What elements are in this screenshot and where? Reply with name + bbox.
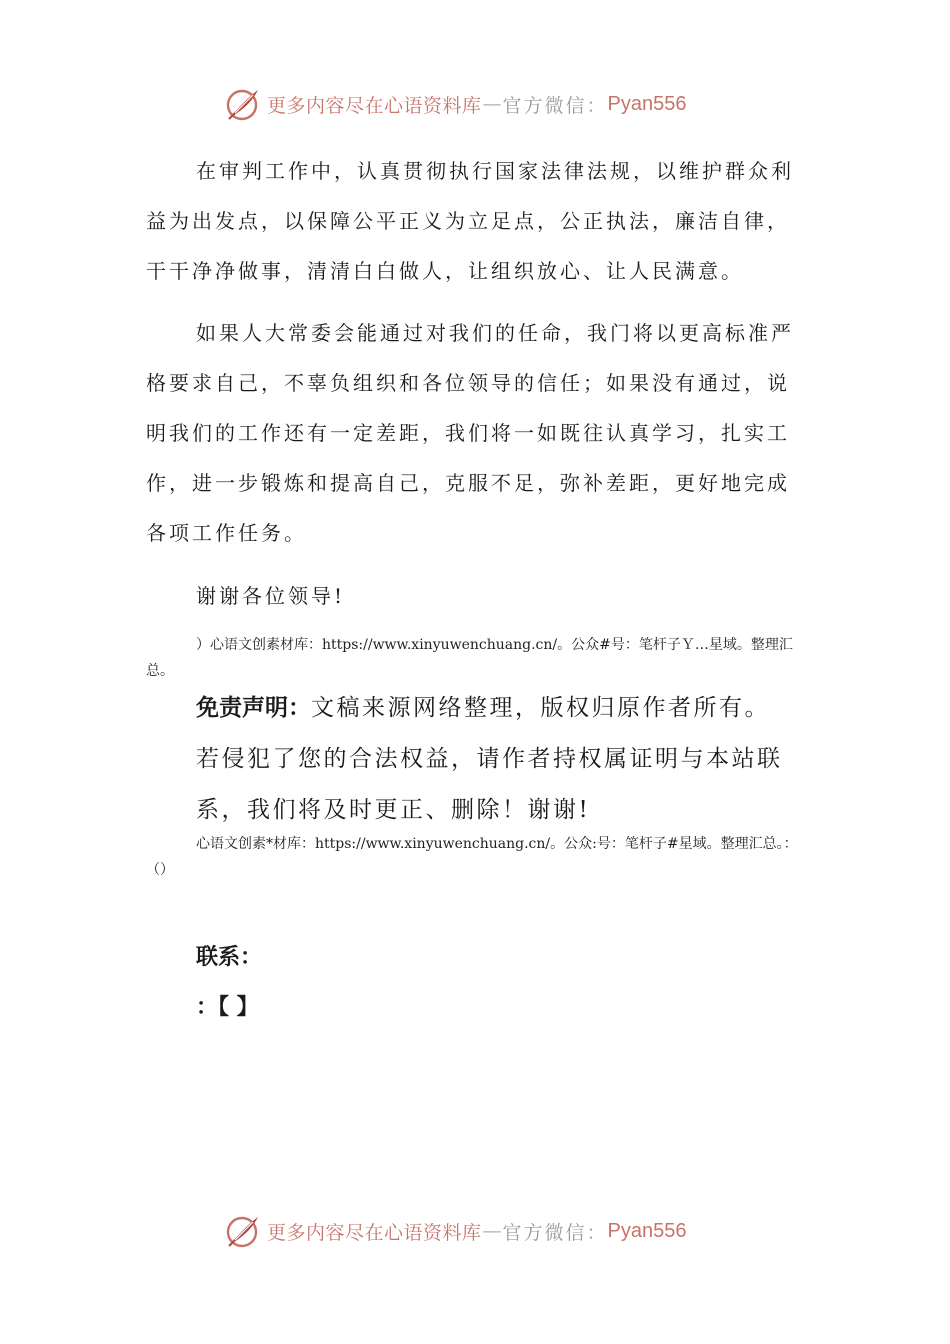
- footer-banner: [225, 1209, 745, 1253]
- banner-title: 更多内容尽在心语资料库: [267, 1221, 482, 1244]
- disclaimer-block: [146, 683, 810, 836]
- contact-bracket: ：【 】: [196, 995, 259, 1020]
- quill-pen-logo-icon: [225, 1213, 261, 1249]
- thanks-line: 谢谢各位领导!: [196, 584, 346, 608]
- disclaimer-line-1: 文稿来源网络整理，版权归原作者所有。: [311, 695, 770, 721]
- banner-title: 更多内容尽在心语资料库: [267, 94, 482, 117]
- disclaimer-first-line: [146, 683, 810, 734]
- quill-pen-logo-icon: [225, 86, 261, 122]
- banner-separator: —: [482, 1220, 502, 1242]
- disclaimer-heading: 免责声明：: [196, 695, 311, 721]
- body-paragraph-1: 在审判工作中，认真贯彻执行国家法律法规，以维护群众利益为出发点，以保障公平正义为立足点，公正执法，廉洁自律，干干净净做事，清清白白做人，让组织放心、让人民满意。: [146, 159, 794, 283]
- banner-wechat-label: 官方微信：: [502, 94, 608, 117]
- disclaimer-line-2: 若侵犯了您的合法权益，请作者持权属证明与本站联系，我们将及时更正、删除！谢谢!: [196, 746, 783, 823]
- banner-wechat-id: Pyan556: [607, 1219, 687, 1242]
- banner-wechat-label: 官方微信：: [502, 1221, 608, 1244]
- header-banner: [225, 82, 745, 126]
- body-paragraph-2: 如果人大常委会能通过对我们的任命，我门将以更高标准严格要求自己，不辜负组织和各位领导的信任；如果没有通过，说明我们的工作还有一定差距，我们将一如既往认真学习，扎实工作，进一步锻炼和提高自己，克服不足，弥补差距，更好地完成各项工作任务。: [146, 321, 794, 545]
- source-note-2: 心语文创素*材库：https://www.xinyuwenchuang.cn/。公众:号：笔杆子#星域。整理汇总。：（）: [146, 836, 798, 878]
- contact-label: 联系：: [196, 945, 263, 970]
- source-note-1: ）心语文创素材库：https://www.xinyuwenchuang.cn/。公众#号：笔杆子Ｙ…星域。整理汇总。: [146, 637, 793, 679]
- banner-wechat-id: Pyan556: [607, 92, 687, 115]
- banner-separator: —: [482, 93, 502, 115]
